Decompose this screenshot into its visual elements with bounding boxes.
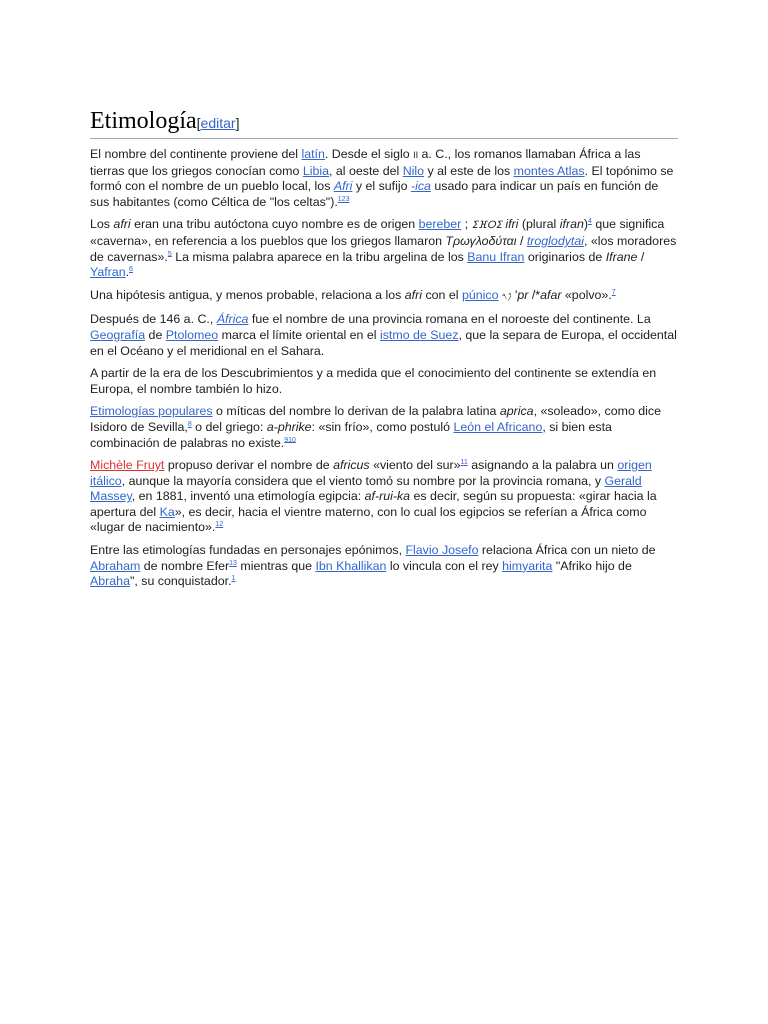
ref-link-12[interactable]: 12 xyxy=(215,521,224,529)
edit-bracket-open: [ xyxy=(196,115,201,131)
link-michele-fruyt[interactable]: Michèle Fruyt xyxy=(90,458,165,473)
reference-marker xyxy=(461,459,468,466)
link-troglodytai[interactable]: troglodytai xyxy=(526,233,584,248)
reference-marker xyxy=(612,289,616,296)
link-origen-italico[interactable]: origen itálico xyxy=(90,458,652,488)
paragraph-6: Etimologías populares o míticas del nombre lo derivan de la palabra latina aprica, «soleado», como dice Isidoro de Sevilla,$^8$ o del griego: a-phrike: «sin frío», como postuló León el Africano, si bien esta combinación de palabras no existe.$^{910}$ xyxy=(90,404,662,450)
link-etimologias-populares[interactable]: Etimologías populares xyxy=(90,404,213,419)
ref-link-13[interactable]: 13 xyxy=(229,559,237,567)
link-leon-el-africano[interactable]: León el Africano xyxy=(453,419,543,434)
ref-link-123[interactable]: 123 xyxy=(337,195,350,203)
reference-marker xyxy=(129,266,133,273)
link-gerald-massey[interactable]: Gerald Massey xyxy=(90,473,642,504)
link-banu-ifran[interactable]: Banu Ifran xyxy=(467,249,525,264)
paragraph-2: Los afri eran una tribu autóctona cuyo nombre es de origen bereber ; ⵉⴼⵔⵉ ifri (plural ifran)$^4$ que significa «caverna», en referencia a los pueblos que los griegos llamaron Τρωγλοδύται / troglodytai, «los moradores de cavernas».$^5$ La misma palabra aparece en la tribu argelina de los Banu Ifran originarios de Ifrane / Yafran.$^6$ xyxy=(90,217,677,280)
ref-link-8[interactable]: 8 xyxy=(187,420,192,428)
link-libia[interactable]: Libia xyxy=(302,163,330,178)
link-istmo-de-suez[interactable]: istmo de Suez xyxy=(379,327,459,342)
link-himyarita[interactable]: himyarita xyxy=(502,558,553,573)
link-afri[interactable]: Afri xyxy=(333,179,353,194)
link-latin[interactable]: latín xyxy=(301,147,325,161)
ref-link-4[interactable]: 4 xyxy=(588,218,592,226)
paragraph-5: A partir de la era de los Descubrimientos y a medida que el conocimiento del continente se extendía en Europa, el nombre también lo hizo. xyxy=(90,366,657,396)
ref-link-11[interactable]: 11 xyxy=(460,458,468,466)
link-montes-atlas[interactable]: montes Atlas xyxy=(513,163,585,178)
reference-marker xyxy=(229,560,237,567)
edit-link[interactable]: editar xyxy=(200,115,236,131)
link-ka[interactable]: Ka xyxy=(159,504,175,519)
ref-link-910[interactable]: 910 xyxy=(284,436,296,444)
reference-marker xyxy=(284,436,296,443)
phoenician-text: 𐤐𐤓 xyxy=(501,291,512,302)
edit-bracket-close: ] xyxy=(235,115,240,131)
link-ibn-khallikan[interactable]: Ibn Khallikan xyxy=(315,558,387,573)
century-numeral: II xyxy=(413,150,419,160)
article-section xyxy=(90,107,678,590)
link-nilo[interactable]: Nilo xyxy=(402,163,425,178)
ref-link-1[interactable]: 1 xyxy=(231,575,236,583)
edit-section xyxy=(197,115,240,131)
ref-link-7[interactable]: 7 xyxy=(611,288,616,296)
section-title: Etimología xyxy=(90,108,197,134)
paragraph-4: Después de 146 a. C., África fue el nombre de una provincia romana en el noroeste del continente. La Geografía de Ptolomeo marca el límite oriental en el istmo de Suez, que la separa de Europa, el occidental en el Océano y el meridional en el Sahara. xyxy=(90,312,677,358)
ref-link-5[interactable]: 5 xyxy=(167,250,172,258)
paragraph-3: Una hipótesis antigua, y menos probable, relaciona a los afri con el púnico 𐤐𐤓 'pr /*afar «polvo».$^7$ xyxy=(90,287,616,302)
link-geografia[interactable]: Geografía xyxy=(90,327,146,342)
paragraph-8: Entre las etimologías fundadas en personajes epónimos, Flavio Josefo relaciona África con un nieto de Abraham de nombre Efer$^{13}$ mientras que Ibn Khallikan lo vincula con el rey himyarita "Afriko hijo de Abraha", su conquistador.$^1$ xyxy=(90,543,656,589)
ref-link-6[interactable]: 6 xyxy=(129,266,133,274)
link-bereber[interactable]: bereber xyxy=(418,217,462,232)
link-flavio-josefo[interactable]: Flavio Josefo xyxy=(405,543,479,558)
link-ica[interactable]: -ica xyxy=(410,179,431,194)
link-ptolomeo[interactable]: Ptolomeo xyxy=(165,327,219,342)
link-abraham[interactable]: Abraham xyxy=(90,558,141,573)
paragraph-1: El nombre del continente proviene del latín. Desde el siglo II a. C., los romanos llamaban África a las tierras que los griegos conocían como Libia, al oeste del Nilo y al este de los montes Atlas. El topónimo se formó con el nombre de un pueblo local, los Afri y el sufijo -ica usado para indicar un país en función de sus habitantes (como Céltica de "los celtas").$^{123}$ xyxy=(90,147,674,209)
reference-marker xyxy=(338,196,350,203)
section-heading xyxy=(90,107,678,139)
paragraph-7: Michèle Fruyt propuso derivar el nombre de africus «viento del sur»$^{11}$ asignando a la palabra un origen itálico, aunque la mayoría considera que el viento tomó su nombre por la provincia romana, y Gerald Massey, en 1881, inventó una etimología egipcia: af-rui-ka es decir, según su propuesta: «girar hacia la apertura del Ka», es decir, hacia el vientre materno, con lo cual los egipcios se referían a África como «lugar de nacimiento».$^{12}$ xyxy=(90,458,657,535)
greek-text: Τρωγλοδύται xyxy=(445,233,517,248)
link-punico[interactable]: púnico xyxy=(461,287,499,302)
reference-marker xyxy=(215,521,223,528)
link-africa[interactable]: África xyxy=(216,312,249,327)
tifinagh-text: ⵉⴼⵔⵉ xyxy=(471,220,502,232)
reference-marker xyxy=(232,575,236,582)
link-abraha[interactable]: Abraha xyxy=(90,574,130,589)
link-yafran[interactable]: Yafran xyxy=(90,265,126,280)
